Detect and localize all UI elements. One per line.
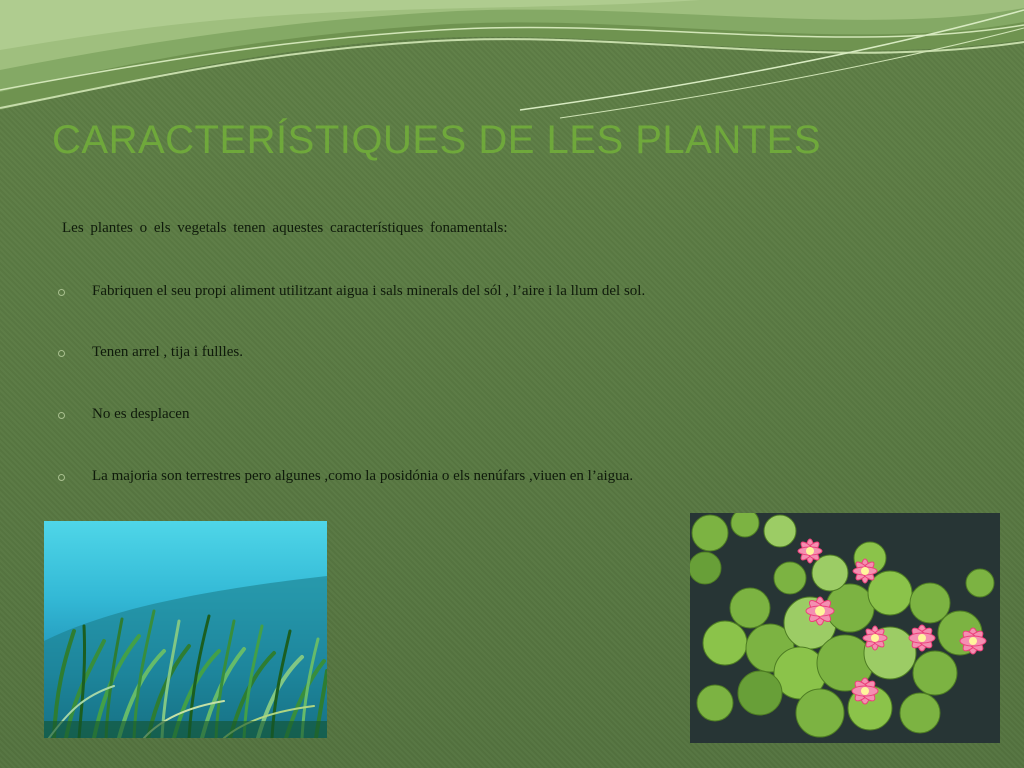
water-lilies-photo: [690, 513, 1000, 743]
bullet-text: La majoria son terrestres pero algunes ,como la posidónia o els nenúfars ,viuen en l’aigua.: [92, 468, 634, 484]
bullet-text: Fabriquen el seu propi aliment utilitzant aigua i sals minerals del sól , l’aire i la llum del sol.: [92, 283, 646, 299]
bullet-circle-icon: [58, 474, 65, 481]
bullet-text: No es desplacen: [92, 406, 190, 422]
intro-text: Les plantes o els vegetals tenen aquestes característiques fonamentals:: [62, 220, 508, 236]
bullet-circle-icon: [58, 350, 65, 357]
slide-title: CARACTERÍSTIQUES DE LES PLANTES: [52, 118, 822, 162]
bullet-circle-icon: [58, 412, 65, 419]
bullet-circle-icon: [58, 289, 65, 296]
posidonia-seagrass-photo: [44, 521, 327, 738]
bullet-text: Tenen arrel , tija i fullles.: [92, 344, 243, 360]
decorative-wave-header: [0, 0, 1024, 120]
